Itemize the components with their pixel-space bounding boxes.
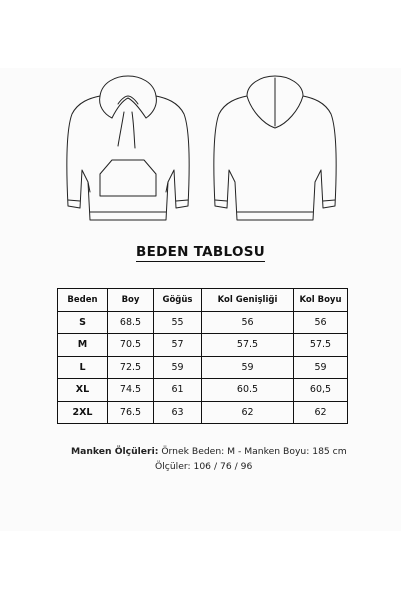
column-header-kol-genisligi: Kol Genişliği	[202, 289, 294, 312]
column-header-gogus: Göğüs	[154, 289, 202, 312]
top-margin	[0, 0, 401, 68]
table-cell: 61	[154, 379, 202, 402]
table-cell: 76.5	[108, 402, 154, 424]
table-cell: 57.5	[202, 334, 294, 357]
table-cell: 62	[202, 402, 294, 424]
size-chart-title: BEDEN TABLOSU	[135, 244, 266, 260]
table-cell: 57	[154, 334, 202, 357]
table-row	[58, 402, 347, 424]
hoodie-front-icon	[60, 74, 195, 224]
size-chart-card	[0, 68, 401, 531]
model-sample-size-text: Örnek Beden: M - Manken Boyu: 185 cm	[161, 446, 347, 457]
table-cell: 55	[154, 312, 202, 335]
model-body-measurements-text: Ölçüler: 106 / 76 / 96	[155, 461, 253, 472]
table-cell: 63	[154, 402, 202, 424]
table-cell: 56	[294, 312, 347, 335]
table-cell: 60,5	[294, 379, 347, 402]
table-cell: 57.5	[294, 334, 347, 357]
size-label: XL	[58, 379, 108, 402]
size-table	[57, 288, 348, 424]
table-cell: 70.5	[108, 334, 154, 357]
table-row	[58, 357, 347, 380]
bottom-margin	[0, 531, 401, 601]
table-row	[58, 379, 347, 402]
column-header-beden: Beden	[58, 289, 108, 312]
table-cell: 56	[202, 312, 294, 335]
size-label: L	[58, 357, 108, 380]
model-measurements-label: Manken Ölçüleri:	[71, 446, 159, 457]
column-header-kol-boyu: Kol Boyu	[294, 289, 347, 312]
table-cell: 72.5	[108, 357, 154, 380]
size-label: M	[58, 334, 108, 357]
table-cell: 59	[202, 357, 294, 380]
table-row	[58, 312, 347, 335]
column-header-boy: Boy	[108, 289, 154, 312]
table-cell: 68.5	[108, 312, 154, 335]
model-measurements	[71, 444, 347, 474]
size-label: 2XL	[58, 402, 108, 424]
table-cell: 59	[154, 357, 202, 380]
size-label: S	[58, 312, 108, 335]
table-cell: 60.5	[202, 379, 294, 402]
table-cell: 74.5	[108, 379, 154, 402]
table-cell: 62	[314, 406, 327, 418]
table-cell: 59	[294, 357, 347, 380]
table-row	[58, 334, 347, 357]
hoodie-back-icon	[207, 74, 342, 224]
table-header-row	[58, 289, 347, 312]
